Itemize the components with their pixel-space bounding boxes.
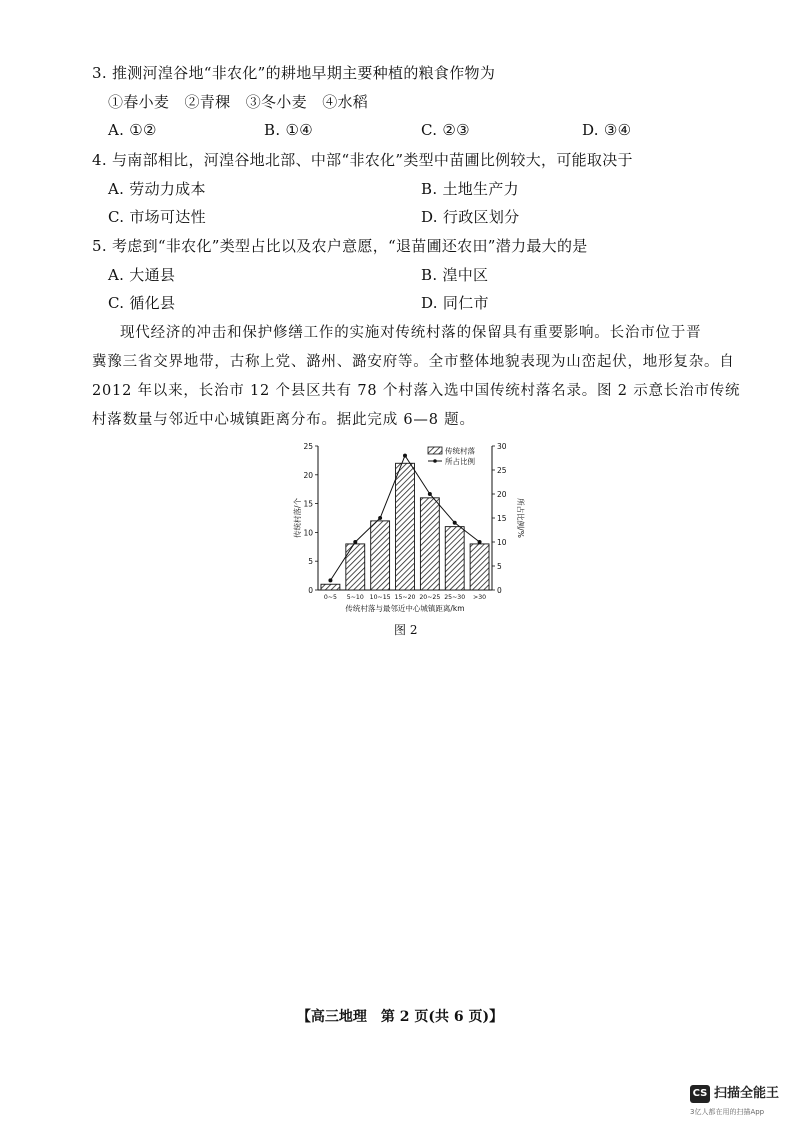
- y2-tick-label: 15: [497, 514, 507, 523]
- y-tick-label: 0: [308, 586, 313, 595]
- scanner-logo-icon: CS: [690, 1085, 710, 1103]
- bar: [420, 498, 439, 590]
- y2-tick-label: 5: [497, 562, 502, 571]
- q4-option-b: B. 土地生产力: [421, 180, 519, 198]
- q5-stem: 5. 考虑到“非农化”类型占比以及农户意愿，“退苗圃还农田”潜力最大的是: [92, 237, 588, 255]
- line-point: [428, 492, 432, 496]
- line-point: [378, 516, 382, 520]
- line-point: [403, 454, 407, 458]
- bar: [470, 544, 489, 590]
- passage-line-4: 村落数量与邻近中心城镇距离分布。据此完成 6—8 题。: [92, 412, 475, 428]
- page-footer: 【高三地理 第 2 页(共 6 页)】: [296, 1009, 504, 1025]
- legend-line-label: 所占比例: [445, 457, 475, 466]
- q3-stem: 3. 推测河湟谷地“非农化”的耕地早期主要种植的粮食作物为: [92, 64, 496, 82]
- passage-line-3: 2012 年以来，长治市 12 个县区共有 78 个村落入选中国传统村落名录。图 2 示意长治市传统: [92, 383, 741, 399]
- q5-option-d: D. 同仁市: [421, 294, 489, 312]
- y-tick-label: 5: [308, 557, 313, 567]
- bar: [346, 544, 365, 590]
- q3-items: ①春小麦 ②青稞 ③冬小麦 ④水稻: [108, 93, 369, 111]
- q3-option-a: A. ①②: [108, 121, 157, 139]
- scanner-app-name: 扫描全能王: [714, 1086, 780, 1101]
- bar: [445, 527, 464, 590]
- q3-option-d: D. ③④: [582, 121, 632, 139]
- legend-bar-label: 传统村落: [445, 446, 475, 456]
- y-tick-label: 20: [303, 470, 313, 480]
- y-tick-label: 10: [303, 528, 313, 538]
- y2-tick-label: 25: [497, 466, 507, 475]
- line-point: [353, 540, 357, 544]
- x-tick-label: 5~10: [346, 594, 364, 601]
- legend-bar-swatch: [428, 447, 442, 454]
- q4-option-d: D. 行政区划分: [421, 208, 520, 226]
- scanner-watermark: [690, 1085, 790, 1125]
- passage-line-2: 冀豫三省交界地带，古称上党、潞州、潞安府等。全市整体地貌表现为山峦起伏，地形复杂。自: [92, 354, 735, 370]
- figure-2-chart: [290, 438, 530, 618]
- passage-line-1: 现代经济的冲击和保护修缮工作的实施对传统村落的保留具有重要影响。长治市位于晋: [120, 325, 702, 341]
- q4-stem: 4. 与南部相比，河湟谷地北部、中部“非农化”类型中苗圃比例较大，可能取决于: [92, 151, 633, 169]
- q3-option-b: B. ①④: [264, 121, 313, 139]
- x-tick-label: 0~5: [323, 594, 337, 601]
- x-axis-label: 传统村落与最邻近中心城镇距离/km: [345, 604, 465, 613]
- x-tick-label: 20~25: [419, 594, 441, 601]
- x-tick-label: >30: [473, 594, 487, 601]
- line-point: [453, 521, 457, 525]
- bar: [396, 463, 415, 590]
- x-tick-label: 10~15: [369, 594, 391, 601]
- q4-option-c: C. 市场可达性: [108, 208, 206, 226]
- x-tick-label: 25~30: [444, 594, 466, 601]
- x-tick-label: 15~20: [394, 594, 416, 601]
- y2-tick-label: 30: [497, 442, 507, 451]
- y2-tick-label: 0: [497, 586, 502, 595]
- legend-line-marker: [433, 459, 437, 463]
- q4-option-a: A. 劳动力成本: [108, 180, 206, 198]
- y-tick-label: 15: [303, 499, 313, 509]
- q3-option-c: C. ②③: [421, 121, 470, 139]
- q5-option-b: B. 湟中区: [421, 266, 489, 284]
- bar: [371, 521, 390, 590]
- q5-option-c: C. 循化县: [108, 294, 176, 312]
- scanner-tagline: 3亿人都在用的扫描App: [690, 1108, 765, 1116]
- y-axis-label: 传统村落/个: [293, 497, 302, 539]
- y2-tick-label: 10: [497, 538, 507, 547]
- line-point: [328, 578, 332, 582]
- y-tick-label: 25: [303, 442, 313, 451]
- figure-caption: 图 2: [394, 623, 418, 637]
- y2-axis-label: 所占比例/%: [516, 498, 525, 538]
- y2-tick-label: 20: [497, 490, 507, 499]
- bar: [321, 584, 340, 590]
- line-point: [478, 540, 482, 544]
- q5-option-a: A. 大通县: [108, 266, 176, 284]
